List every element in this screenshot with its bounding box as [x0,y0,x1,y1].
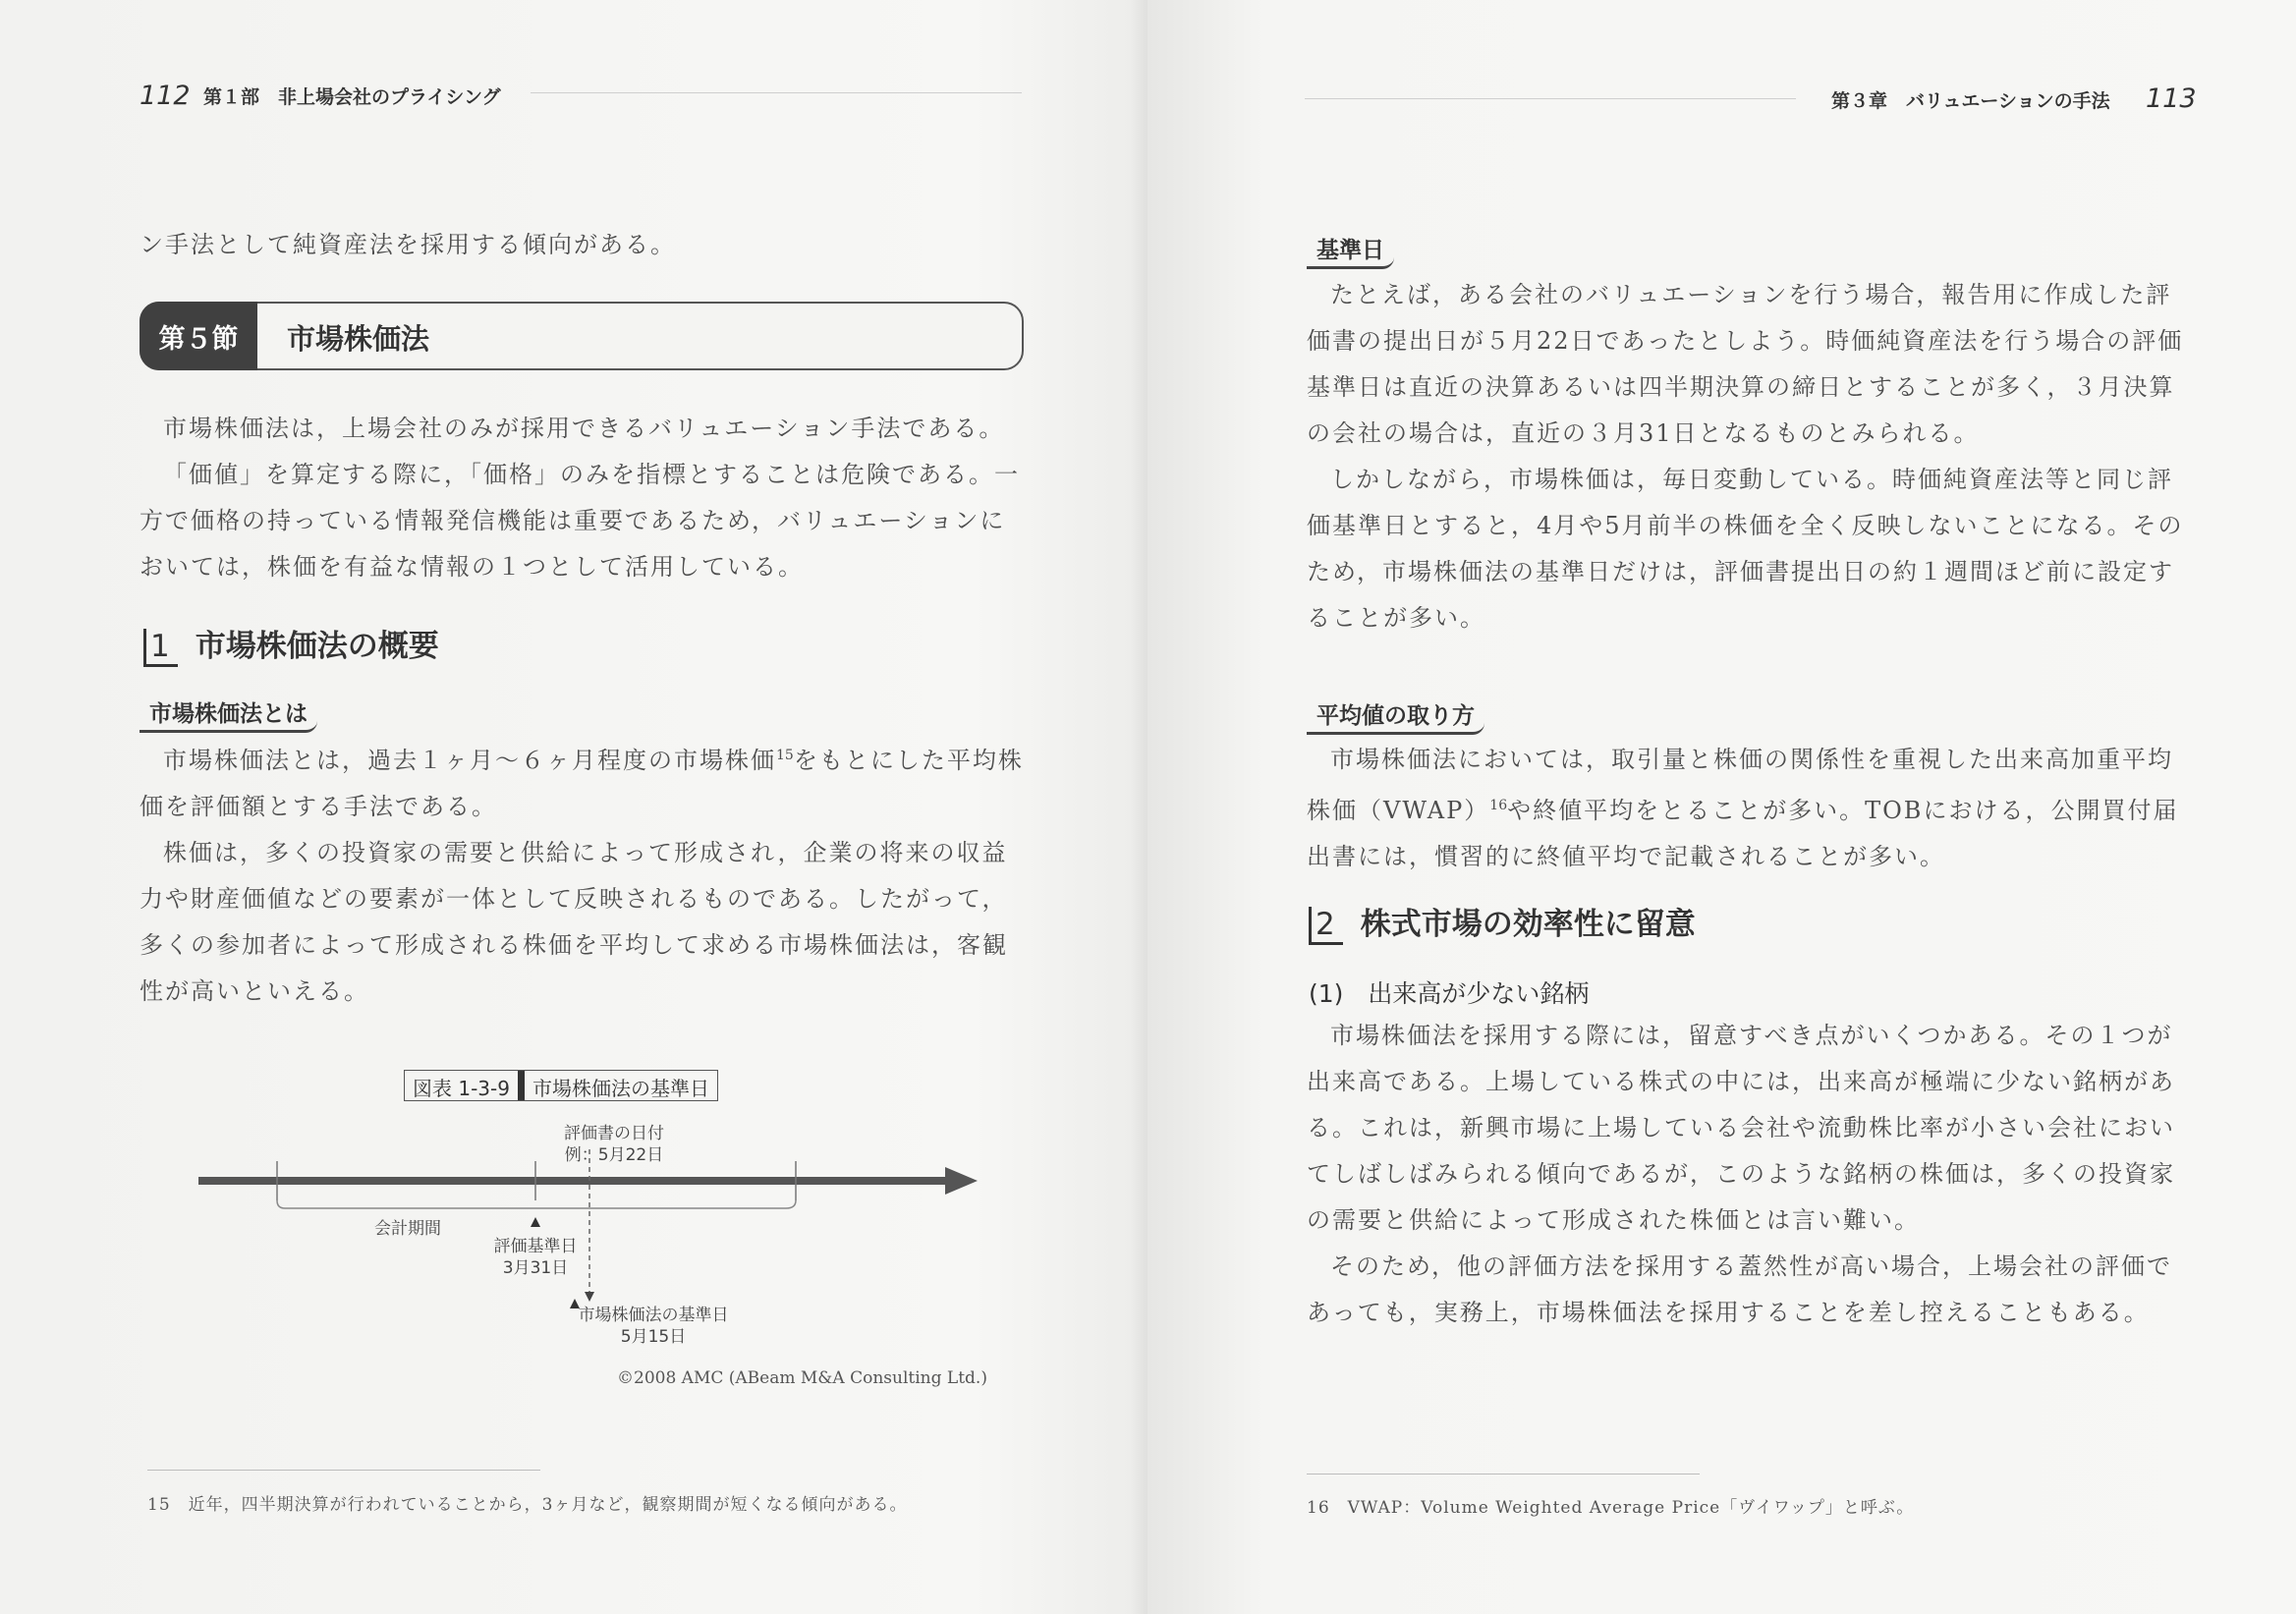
footnote-rule [147,1470,540,1471]
footnote-ref-16: 16 [1489,798,1508,813]
low-volume-para1: 市場株価法を採用する際には，留意すべき点がいくつかある。その１つが出来高である。上場している株式の中には，出来高が極端に少ない銘柄がある。これは，新興市場に上場している会社や流動株比率が小さい会社においてしばしばみられる傾向であるが，このような銘柄の株価は，多くの投資家の需要と供給によって形成された株価とは言い難い。 [1307,1022,2175,1234]
section-frame [140,302,1024,370]
low-volume-para2: そのため，他の評価方法を採用する蓋然性が高い場合，上場会社の評価であっても，実務上，市場株価法を採用することを差し控えることもある。 [1307,1252,2173,1326]
valuation-base-marker-icon [531,1217,540,1227]
section-tab: 第５節 [140,302,257,370]
right-page [1148,0,2296,1614]
section-intro [140,406,1029,590]
figure-credit: ©2008 AMC (ABeam M&A Consulting Ltd.) [617,1368,987,1388]
section-header [140,302,1022,368]
heading-number: 2 [1309,907,1343,945]
running-head-rule [1305,98,1796,99]
report-date-pointer [585,1292,594,1302]
page-number-right: 113 [2146,83,2197,114]
running-head-left: 第１部 非上場会社のプライシング [203,86,501,108]
figure-title-separator [518,1071,525,1100]
footnote-16: 16 VWAP：Volume Weighted Average Price「ヴイワップ」と呼ぶ。 [1307,1498,1915,1518]
heading-title: 株式市場の効率性に留意 [1360,907,1696,942]
low-volume-body [1307,1013,2191,1336]
subhead-base-date: 基準日 [1307,232,1394,269]
footnote-15: 15 近年，四半期決算が行われていることから，3ヶ月など，観察期間が短くなる傾向がある。 [147,1495,908,1515]
base-date-body [1307,272,2191,641]
label-report-date: 評価書の日付 例：5月22日 [564,1124,664,1165]
footnote-ref-15: 15 [776,748,794,763]
base-date-para1: たとえば，ある会社のバリュエーションを行う場合，報告用に作成した評価書の提出日が５月22日であったとしよう。時価純資産法を行う場合の評価基準日は直近の決算あるいは四半期決算の締日とすることが多く，３月決算の会社の場合は，直近の３月31日となるものとみられる。 [1307,281,2184,447]
heading-number: 1 [143,629,178,667]
section-para: 「価値」を算定する際に，「価格」のみを指標とすることは危険である。一方で価格の持っている情報発信機能は重要であるため，バリュエーションにおいては，株価を有益な情報の１つとして活用している。 [140,461,1020,581]
average-para: 市場株価法においては，取引量と株価の関係性を重視した出来高加重平均株価（VWAP）$^{16}$や終値平均をとることが多い。TOBにおける，公開買付届出書には，慣習的に終値平均で記載されることが多い。 [1307,746,2179,870]
base-date-para2: しかしながら，市場株価は，毎日変動している。時価純資産法等と同じ評価基準日とすると，4月や5月前半の株価を全く反映しないことになる。そのため，市場株価法の基準日だけは，評価書提出日の約１週間ほど前に設定することが多い。 [1307,466,2184,632]
what-is-para2: 株価は，多くの投資家の需要と供給によって形成され，企業の将来の収益力や財産価値などの要素が一体として反映されるものである。したがって，多くの参加者によって形成される株価を平均して求める市場株価法は，客観性が高いといえる。 [140,839,1008,1005]
section-title: 市場株価法 [287,322,430,356]
label-market-base: 市場株価法の基準日 5月15日 [578,1306,729,1347]
subhead-average: 平均値の取り方 [1307,697,1484,735]
footnote-rule [1307,1474,1700,1475]
what-is-body [140,733,1029,1015]
subsub-low-volume: (1) 出来高が少ない銘柄 [1309,979,1590,1008]
subhead-what-is: 市場株価法とは [140,696,317,733]
timeline-arrow-head [945,1167,978,1195]
heading-overview [143,621,439,667]
label-valuation-base: 評価基準日 3月31日 [493,1237,578,1278]
figure-number: 図表 1-3-9 [413,1077,510,1100]
figure-caption: 市場株価法の基準日 [532,1077,709,1100]
running-head-rule [531,92,1022,93]
section-para: 市場株価法は，上場会社のみが採用できるバリュエーション手法である。 [163,415,1005,442]
figure-title [404,1070,718,1101]
heading-title: 市場株価法の概要 [195,629,439,664]
what-is-para1: 市場株価法とは，過去１ヶ月～６ヶ月程度の市場株価$^{15}$をもとにした平均株価を評価額とする手法である。 [140,747,1024,820]
heading-efficiency [1309,899,1696,945]
accounting-period-bracket [277,1200,796,1208]
label-accounting-period: 会計期間 [374,1219,441,1239]
average-body [1307,737,2191,880]
intro-line: ン手法として純資産法を採用する傾向がある。 [140,231,676,258]
running-head-right: 第３章 バリュエーションの手法 [1831,90,2110,112]
page-number-left: 112 [140,81,191,111]
